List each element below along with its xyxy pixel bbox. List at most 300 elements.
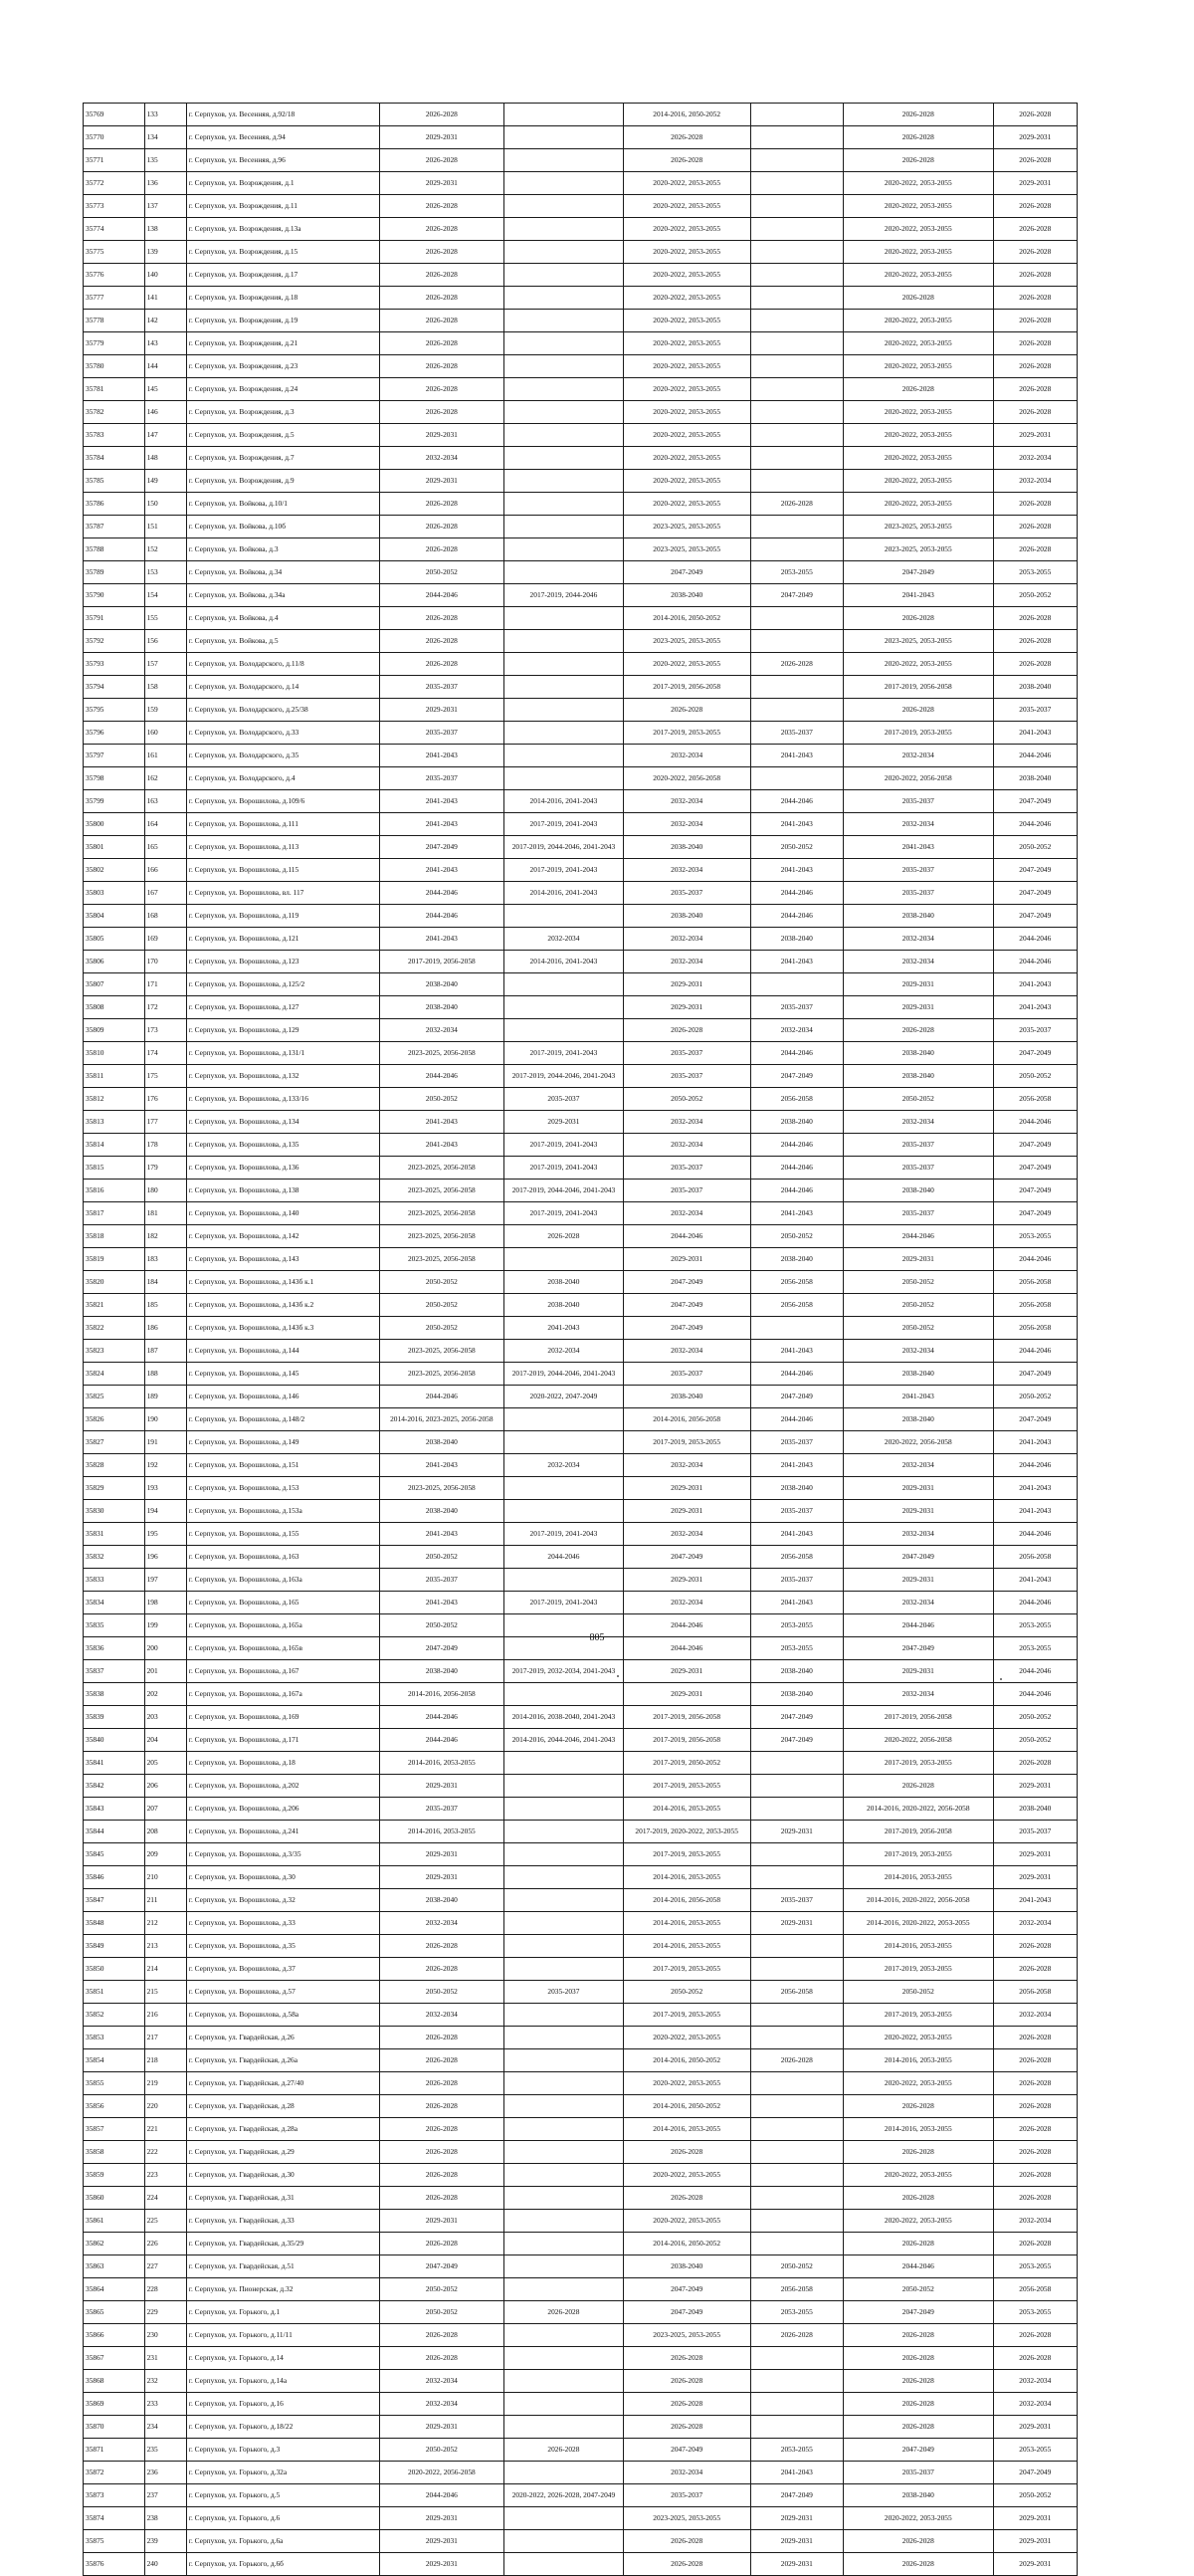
table-cell-col-1: 35813 <box>84 1111 145 1134</box>
table-cell-col-2: 138 <box>144 218 186 241</box>
table-cell-col-7 <box>750 2095 844 2118</box>
table-cell-col-7: 2053-2055 <box>750 2439 844 2462</box>
table-cell-col-6: 2029-2031 <box>623 1660 750 1683</box>
table-cell-col-6: 2047-2049 <box>623 1317 750 1340</box>
table-cell-col-4: 2041-2043 <box>379 1134 503 1157</box>
table-row <box>84 1019 1078 1042</box>
table-row <box>84 928 1078 951</box>
table-cell-col-1: 35799 <box>84 790 145 813</box>
table-cell-col-8: 2026-2028 <box>844 2233 994 2255</box>
table-row <box>84 584 1078 607</box>
table-cell-col-8: 2035-2037 <box>844 1157 994 1180</box>
table-cell-col-1: 35824 <box>84 1363 145 1386</box>
table-cell-col-4: 2050-2052 <box>379 1271 503 1294</box>
table-cell-col-6: 2029-2031 <box>623 973 750 996</box>
table-cell-col-5 <box>504 2347 624 2370</box>
table-cell-col-5 <box>504 1866 624 1889</box>
table-cell-col-9: 2029-2031 <box>993 2416 1077 2439</box>
table-cell-col-1: 35815 <box>84 1157 145 1180</box>
table-cell-col-1: 35820 <box>84 1271 145 1294</box>
table-row <box>84 1157 1078 1180</box>
table-cell-col-3: г. Серпухов, ул. Ворошилова, д.123 <box>186 951 379 973</box>
table-cell-col-9: 2047-2049 <box>993 1042 1077 1065</box>
table-cell-col-9: 2053-2055 <box>993 2255 1077 2278</box>
table-cell-col-8: 2044-2046 <box>844 1225 994 1248</box>
table-row <box>84 1202 1078 1225</box>
table-cell-col-1: 35870 <box>84 2416 145 2439</box>
table-cell-col-5 <box>504 973 624 996</box>
table-row <box>84 676 1078 699</box>
table-cell-col-8: 2026-2028 <box>844 378 994 401</box>
table-cell-col-9: 2047-2049 <box>993 1202 1077 1225</box>
table-row <box>84 836 1078 859</box>
table-cell-col-4: 2029-2031 <box>379 2416 503 2439</box>
table-cell-col-9: 2026-2028 <box>993 538 1077 561</box>
table-cell-col-2: 149 <box>144 470 186 493</box>
table-cell-col-2: 218 <box>144 2049 186 2072</box>
table-cell-col-4: 2029-2031 <box>379 470 503 493</box>
table-cell-col-7 <box>750 676 844 699</box>
table-cell-col-7: 2026-2028 <box>750 2049 844 2072</box>
table-cell-col-3: г. Серпухов, ул. Ворошилова, д.129 <box>186 1019 379 1042</box>
table-cell-col-8: 2017-2019, 2056-2058 <box>844 1706 994 1729</box>
table-row <box>84 195 1078 218</box>
table-cell-col-1: 35779 <box>84 332 145 355</box>
table-cell-col-7 <box>750 1958 844 1981</box>
table-cell-col-8: 2017-2019, 2056-2058 <box>844 1821 994 1843</box>
table-cell-col-6: 2026-2028 <box>623 2141 750 2164</box>
table-cell-col-4: 2023-2025, 2056-2058 <box>379 1477 503 1500</box>
table-cell-col-9: 2026-2028 <box>993 2164 1077 2187</box>
table-cell-col-6: 2014-2016, 2053-2055 <box>623 1798 750 1821</box>
table-cell-col-7 <box>750 2416 844 2439</box>
table-cell-col-8: 2047-2049 <box>844 2301 994 2324</box>
table-cell-col-1: 35812 <box>84 1088 145 1111</box>
table-row <box>84 1958 1078 1981</box>
table-cell-col-5: 2014-2016, 2041-2043 <box>504 951 624 973</box>
table-cell-col-1: 35798 <box>84 767 145 790</box>
table-cell-col-4: 2026-2028 <box>379 2347 503 2370</box>
table-cell-col-7: 2035-2037 <box>750 996 844 1019</box>
table-row <box>84 1340 1078 1363</box>
table-cell-col-7: 2026-2028 <box>750 493 844 516</box>
table-cell-col-8: 2026-2028 <box>844 2553 994 2576</box>
table-cell-col-1: 35862 <box>84 2233 145 2255</box>
table-cell-col-5 <box>504 1843 624 1866</box>
table-cell-col-2: 156 <box>144 630 186 653</box>
table-cell-col-6: 2032-2034 <box>623 1202 750 1225</box>
table-cell-col-5 <box>504 2255 624 2278</box>
table-cell-col-1: 35867 <box>84 2347 145 2370</box>
table-cell-col-4: 2041-2043 <box>379 1592 503 1614</box>
table-cell-col-4: 2026-2028 <box>379 1935 503 1958</box>
table-cell-col-3: г. Серпухов, ул. Горького, д.14 <box>186 2347 379 2370</box>
table-cell-col-4: 2035-2037 <box>379 1798 503 1821</box>
table-cell-col-9: 2041-2043 <box>993 1889 1077 1912</box>
table-cell-col-9: 2050-2052 <box>993 1729 1077 1752</box>
table-cell-col-7 <box>750 310 844 332</box>
table-cell-col-9: 2050-2052 <box>993 1386 1077 1408</box>
table-cell-col-6: 2020-2022, 2053-2055 <box>623 2027 750 2049</box>
table-cell-col-4: 2044-2046 <box>379 882 503 905</box>
table-cell-col-5 <box>504 104 624 126</box>
table-row <box>84 2004 1078 2027</box>
table-cell-col-6: 2026-2028 <box>623 2416 750 2439</box>
table-cell-col-3: г. Серпухов, ул. Ворошилова, д.171 <box>186 1729 379 1752</box>
table-cell-col-7 <box>750 1843 844 1866</box>
table-cell-col-9: 2044-2046 <box>993 1340 1077 1363</box>
table-row <box>84 1660 1078 1683</box>
table-cell-col-8: 2026-2028 <box>844 2393 994 2416</box>
table-cell-col-6: 2032-2034 <box>623 928 750 951</box>
table-cell-col-8: 2020-2022, 2053-2055 <box>844 470 994 493</box>
table-cell-col-5: 2017-2019, 2044-2046 <box>504 584 624 607</box>
table-cell-col-3: г. Серпухов, ул. Ворошилова, д.18 <box>186 1752 379 1775</box>
table-cell-col-5 <box>504 561 624 584</box>
table-cell-col-9: 2041-2043 <box>993 1431 1077 1454</box>
table-cell-col-9: 2038-2040 <box>993 676 1077 699</box>
table-cell-col-3: г. Серпухов, ул. Горького, д.14а <box>186 2370 379 2393</box>
page-number: 805 <box>589 1632 605 1643</box>
table-cell-col-3: г. Серпухов, ул. Гвардейская, д.35/29 <box>186 2233 379 2255</box>
table-cell-col-4: 2038-2040 <box>379 1660 503 1683</box>
table-cell-col-9: 2050-2052 <box>993 1065 1077 1088</box>
table-row <box>84 1408 1078 1431</box>
table-cell-col-1: 35806 <box>84 951 145 973</box>
table-row <box>84 1935 1078 1958</box>
table-cell-col-3: г. Серпухов, ул. Володарского, д.11/8 <box>186 653 379 676</box>
table-cell-col-6: 2017-2019, 2053-2055 <box>623 1775 750 1798</box>
table-cell-col-2: 136 <box>144 172 186 195</box>
table-cell-col-8: 2020-2022, 2056-2058 <box>844 1431 994 1454</box>
table-cell-col-4: 2026-2028 <box>379 104 503 126</box>
table-cell-col-7: 2041-2043 <box>750 1523 844 1546</box>
table-cell-col-5 <box>504 905 624 928</box>
table-cell-col-3: г. Серпухов, ул. Ворошилова, д.169 <box>186 1706 379 1729</box>
table-cell-col-9: 2032-2034 <box>993 470 1077 493</box>
table-cell-col-6: 2035-2037 <box>623 1065 750 1088</box>
table-cell-col-7: 2038-2040 <box>750 928 844 951</box>
table-row <box>84 470 1078 493</box>
table-cell-col-2: 208 <box>144 1821 186 1843</box>
table-cell-col-8: 2029-2031 <box>844 1660 994 1683</box>
table-cell-col-3: г. Серпухов, ул. Гвардейская, д.30 <box>186 2164 379 2187</box>
table-cell-col-2: 236 <box>144 2462 186 2484</box>
table-cell-col-8: 2014-2016, 2053-2055 <box>844 1935 994 1958</box>
table-cell-col-4: 2026-2028 <box>379 2049 503 2072</box>
table-cell-col-8: 2029-2031 <box>844 1500 994 1523</box>
table-cell-col-9: 2029-2031 <box>993 424 1077 447</box>
table-cell-col-1: 35863 <box>84 2255 145 2278</box>
table-cell-col-6: 2032-2034 <box>623 951 750 973</box>
table-cell-col-1: 35822 <box>84 1317 145 1340</box>
table-cell-col-4: 2032-2034 <box>379 2393 503 2416</box>
table-cell-col-4: 2029-2031 <box>379 1775 503 1798</box>
table-cell-col-5 <box>504 1477 624 1500</box>
table-cell-col-8: 2032-2034 <box>844 1683 994 1706</box>
table-cell-col-1: 35771 <box>84 149 145 172</box>
table-cell-col-7: 2044-2046 <box>750 1180 844 1202</box>
table-cell-col-2: 147 <box>144 424 186 447</box>
table-cell-col-7 <box>750 378 844 401</box>
table-cell-col-5 <box>504 1775 624 1798</box>
table-cell-col-9: 2026-2028 <box>993 2118 1077 2141</box>
table-cell-col-8: 2017-2019, 2053-2055 <box>844 722 994 745</box>
table-cell-col-2: 137 <box>144 195 186 218</box>
table-cell-col-1: 35853 <box>84 2027 145 2049</box>
table-cell-col-5 <box>504 2118 624 2141</box>
table-cell-col-6: 2032-2034 <box>623 745 750 767</box>
table-row <box>84 2027 1078 2049</box>
table-cell-col-2: 159 <box>144 699 186 722</box>
table-cell-col-6: 2014-2016, 2056-2058 <box>623 1408 750 1431</box>
table-cell-col-4: 2041-2043 <box>379 1111 503 1134</box>
table-cell-col-9: 2026-2028 <box>993 2141 1077 2164</box>
table-cell-col-5: 2041-2043 <box>504 1317 624 1340</box>
table-cell-col-8: 2017-2019, 2053-2055 <box>844 1958 994 1981</box>
table-cell-col-4: 2026-2028 <box>379 2141 503 2164</box>
table-cell-col-6: 2017-2019, 2053-2055 <box>623 2004 750 2027</box>
table-cell-col-1: 35849 <box>84 1935 145 1958</box>
table-cell-col-8: 2032-2034 <box>844 1592 994 1614</box>
table-cell-col-1: 35868 <box>84 2370 145 2393</box>
table-cell-col-4: 2038-2040 <box>379 1889 503 1912</box>
table-cell-col-2: 233 <box>144 2393 186 2416</box>
table-cell-col-1: 35828 <box>84 1454 145 1477</box>
table-cell-col-3: г. Серпухов, ул. Ворошилова, вл. 117 <box>186 882 379 905</box>
table-cell-col-4: 2029-2031 <box>379 2210 503 2233</box>
table-cell-col-8: 2023-2025, 2053-2055 <box>844 630 994 653</box>
table-cell-col-2: 167 <box>144 882 186 905</box>
table-cell-col-3: г. Серпухов, ул. Ворошилова, д.165а <box>186 1614 379 1637</box>
table-cell-col-5 <box>504 1798 624 1821</box>
table-cell-col-2: 157 <box>144 653 186 676</box>
table-cell-col-6: 2050-2052 <box>623 1981 750 2004</box>
table-row <box>84 1477 1078 1500</box>
table-cell-col-3: г. Серпухов, ул. Ворошилова, д.113 <box>186 836 379 859</box>
table-cell-col-9: 2026-2028 <box>993 149 1077 172</box>
table-row <box>84 1683 1078 1706</box>
table-cell-col-3: г. Серпухов, ул. Горького, д.6б <box>186 2553 379 2576</box>
table-cell-col-4: 2017-2019, 2056-2058 <box>379 951 503 973</box>
table-row <box>84 1431 1078 1454</box>
table-cell-col-9: 2026-2028 <box>993 195 1077 218</box>
table-cell-col-6: 2047-2049 <box>623 1546 750 1569</box>
table-cell-col-7: 2026-2028 <box>750 2324 844 2347</box>
table-cell-col-2: 134 <box>144 126 186 149</box>
table-cell-col-3: г. Серпухов, ул. Войкова, д.10/1 <box>186 493 379 516</box>
table-cell-col-1: 35775 <box>84 241 145 264</box>
table-cell-col-1: 35821 <box>84 1294 145 1317</box>
table-cell-col-1: 35846 <box>84 1866 145 1889</box>
table-row <box>84 1500 1078 1523</box>
table-row <box>84 2530 1078 2553</box>
table-row <box>84 401 1078 424</box>
table-cell-col-9: 2026-2028 <box>993 1958 1077 1981</box>
table-cell-col-9: 2026-2028 <box>993 2072 1077 2095</box>
table-cell-col-1: 35781 <box>84 378 145 401</box>
table-cell-col-7 <box>750 1775 844 1798</box>
table-cell-col-4: 2026-2028 <box>379 241 503 264</box>
table-cell-col-5 <box>504 149 624 172</box>
table-cell-col-7 <box>750 126 844 149</box>
table-row <box>84 2484 1078 2507</box>
table-cell-col-8: 2032-2034 <box>844 928 994 951</box>
table-cell-col-3: г. Серпухов, ул. Войкова, д.10б <box>186 516 379 538</box>
table-cell-col-5: 2044-2046 <box>504 1546 624 1569</box>
table-cell-col-7 <box>750 2393 844 2416</box>
table-cell-col-4: 2047-2049 <box>379 1637 503 1660</box>
table-cell-col-5 <box>504 1889 624 1912</box>
table-row <box>84 951 1078 973</box>
table-cell-col-3: г. Серпухов, ул. Гвардейская, д.28 <box>186 2095 379 2118</box>
table-cell-col-6: 2029-2031 <box>623 1569 750 1592</box>
table-cell-col-5 <box>504 287 624 310</box>
table-cell-col-2: 223 <box>144 2164 186 2187</box>
table-cell-col-8: 2041-2043 <box>844 584 994 607</box>
table-cell-col-3: г. Серпухов, ул. Ворошилова, д.143б к.1 <box>186 1271 379 1294</box>
table-cell-col-4: 2023-2025, 2056-2058 <box>379 1202 503 1225</box>
table-cell-col-9: 2032-2034 <box>993 2370 1077 2393</box>
table-cell-col-2: 229 <box>144 2301 186 2324</box>
table-cell-col-8: 2026-2028 <box>844 287 994 310</box>
table-cell-col-6: 2029-2031 <box>623 1683 750 1706</box>
table-cell-col-4: 2026-2028 <box>379 2324 503 2347</box>
table-cell-col-1: 35802 <box>84 859 145 882</box>
table-cell-col-1: 35872 <box>84 2462 145 2484</box>
table-cell-col-3: г. Серпухов, ул. Ворошилова, д.165 <box>186 1592 379 1614</box>
table-cell-col-7: 2056-2058 <box>750 2278 844 2301</box>
table-cell-col-3: г. Серпухов, ул. Весенняя, д.94 <box>186 126 379 149</box>
table-cell-col-1: 35831 <box>84 1523 145 1546</box>
table-row <box>84 607 1078 630</box>
table-cell-col-3: г. Серпухов, ул. Гвардейская, д.26а <box>186 2049 379 2072</box>
table-cell-col-5 <box>504 264 624 287</box>
table-cell-col-8: 2038-2040 <box>844 1408 994 1431</box>
table-cell-col-7: 2029-2031 <box>750 2530 844 2553</box>
table-cell-col-6: 2029-2031 <box>623 996 750 1019</box>
table-cell-col-4: 2041-2043 <box>379 745 503 767</box>
table-cell-col-6: 2032-2034 <box>623 1454 750 1477</box>
table-cell-col-4: 2026-2028 <box>379 538 503 561</box>
table-cell-col-9: 2041-2043 <box>993 973 1077 996</box>
table-cell-col-8: 2044-2046 <box>844 2255 994 2278</box>
table-row <box>84 2370 1078 2393</box>
table-cell-col-3: г. Серпухов, ул. Ворошилова, д.109/6 <box>186 790 379 813</box>
table-cell-col-3: г. Серпухов, ул. Ворошилова, д.143б к.3 <box>186 1317 379 1340</box>
table-cell-col-3: г. Серпухов, ул. Ворошилова, д.58а <box>186 2004 379 2027</box>
table-row <box>84 1706 1078 1729</box>
table-cell-col-8: 2035-2037 <box>844 1134 994 1157</box>
table-cell-col-3: г. Серпухов, ул. Ворошилова, д.163 <box>186 1546 379 1569</box>
table-cell-col-6: 2044-2046 <box>623 1614 750 1637</box>
table-cell-col-6: 2026-2028 <box>623 2530 750 2553</box>
table-cell-col-4: 2026-2028 <box>379 401 503 424</box>
table-cell-col-5: 2026-2028 <box>504 1225 624 1248</box>
table-cell-col-2: 224 <box>144 2187 186 2210</box>
table-row <box>84 2210 1078 2233</box>
table-row <box>84 2553 1078 2576</box>
table-row <box>84 722 1078 745</box>
table-cell-col-5 <box>504 218 624 241</box>
table-cell-col-1: 35854 <box>84 2049 145 2072</box>
table-cell-col-7 <box>750 2187 844 2210</box>
table-cell-col-4: 2026-2028 <box>379 630 503 653</box>
table-cell-col-1: 35770 <box>84 126 145 149</box>
table-cell-col-3: г. Серпухов, ул. Горького, д.11/11 <box>186 2324 379 2347</box>
table-cell-col-2: 234 <box>144 2416 186 2439</box>
table-cell-col-2: 202 <box>144 1683 186 1706</box>
table-cell-col-7 <box>750 470 844 493</box>
table-cell-col-2: 148 <box>144 447 186 470</box>
table-cell-col-7: 2041-2043 <box>750 745 844 767</box>
table-cell-col-2: 219 <box>144 2072 186 2095</box>
table-cell-col-8: 2020-2022, 2053-2055 <box>844 218 994 241</box>
table-cell-col-7: 2056-2058 <box>750 1294 844 1317</box>
table-cell-col-8: 2029-2031 <box>844 996 994 1019</box>
table-row <box>84 973 1078 996</box>
table-cell-col-9: 2026-2028 <box>993 241 1077 264</box>
table-cell-col-3: г. Серпухов, ул. Горького, д.18/22 <box>186 2416 379 2439</box>
table-cell-col-7 <box>750 1752 844 1775</box>
table-cell-col-3: г. Серпухов, ул. Ворошилова, д.135 <box>186 1134 379 1157</box>
table-cell-col-4: 2032-2034 <box>379 2370 503 2393</box>
table-cell-col-8: 2032-2034 <box>844 951 994 973</box>
table-cell-col-7: 2029-2031 <box>750 1821 844 1843</box>
table-cell-col-2: 193 <box>144 1477 186 1500</box>
table-cell-col-2: 191 <box>144 1431 186 1454</box>
table-cell-col-8: 2014-2016, 2053-2055 <box>844 2118 994 2141</box>
table-cell-col-5: 2020-2022, 2026-2028, 2047-2049 <box>504 2484 624 2507</box>
table-cell-col-4: 2047-2049 <box>379 2255 503 2278</box>
table-cell-col-3: г. Серпухов, ул. Возрождения, д.23 <box>186 355 379 378</box>
table-cell-col-5 <box>504 310 624 332</box>
table-row <box>84 2416 1078 2439</box>
table-cell-col-4: 2026-2028 <box>379 264 503 287</box>
table-cell-col-7 <box>750 2072 844 2095</box>
table-cell-col-8: 2026-2028 <box>844 2141 994 2164</box>
table-row <box>84 1225 1078 1248</box>
table-cell-col-7: 2056-2058 <box>750 1271 844 1294</box>
table-cell-col-5 <box>504 2072 624 2095</box>
table-cell-col-8: 2026-2028 <box>844 699 994 722</box>
table-row <box>84 378 1078 401</box>
table-cell-col-6: 2020-2022, 2053-2055 <box>623 172 750 195</box>
table-cell-col-2: 181 <box>144 1202 186 1225</box>
table-cell-col-5 <box>504 516 624 538</box>
table-cell-col-5 <box>504 653 624 676</box>
table-row <box>84 1248 1078 1271</box>
table-cell-col-6: 2047-2049 <box>623 561 750 584</box>
table-row <box>84 126 1078 149</box>
table-cell-col-1: 35793 <box>84 653 145 676</box>
table-cell-col-2: 196 <box>144 1546 186 1569</box>
table-cell-col-7: 2029-2031 <box>750 2507 844 2530</box>
table-cell-col-9: 2047-2049 <box>993 905 1077 928</box>
table-cell-col-7: 2053-2055 <box>750 1637 844 1660</box>
table-cell-col-8: 2020-2022, 2053-2055 <box>844 401 994 424</box>
table-cell-col-5: 2038-2040 <box>504 1271 624 1294</box>
table-cell-col-7: 2053-2055 <box>750 1614 844 1637</box>
table-cell-col-3: г. Серпухов, ул. Ворошилова, д.37 <box>186 1958 379 1981</box>
table-cell-col-5 <box>504 2530 624 2553</box>
table-cell-col-5: 2017-2019, 2044-2046, 2041-2043 <box>504 1363 624 1386</box>
table-cell-col-9: 2026-2028 <box>993 401 1077 424</box>
table-cell-col-3: г. Серпухов, ул. Ворошилова, д.167а <box>186 1683 379 1706</box>
table-cell-col-1: 35859 <box>84 2164 145 2187</box>
table-cell-col-1: 35816 <box>84 1180 145 1202</box>
table-cell-col-9: 2053-2055 <box>993 2301 1077 2324</box>
